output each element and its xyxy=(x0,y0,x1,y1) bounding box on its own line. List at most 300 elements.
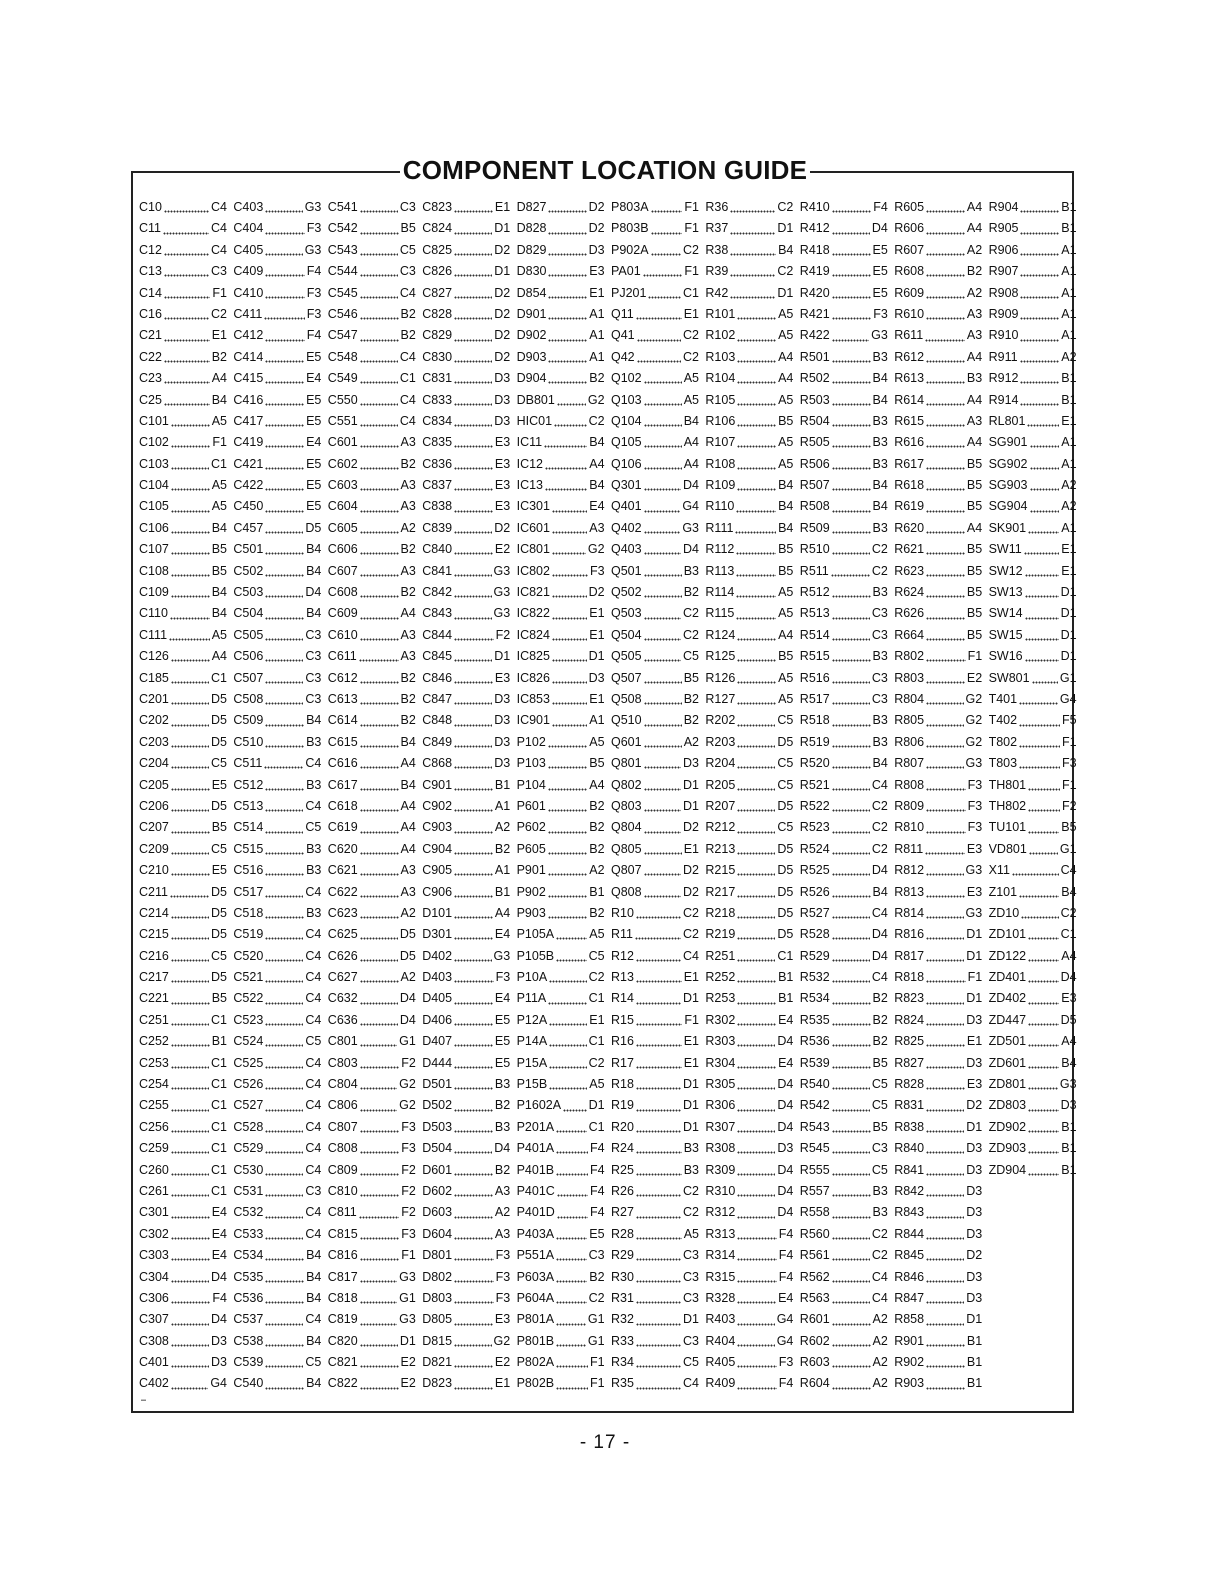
component-ref: C905 xyxy=(422,863,453,878)
component-ref: D405 xyxy=(422,991,453,1006)
dot-leader xyxy=(736,595,776,598)
grid-location: F4 xyxy=(590,1141,605,1156)
component-ref: C815 xyxy=(327,1226,358,1241)
grid-location: G3 xyxy=(304,200,322,214)
entry-SW12 xyxy=(989,561,1077,582)
component-ref: R524 xyxy=(799,841,830,856)
entry-R422 xyxy=(800,325,888,346)
dot-leader xyxy=(926,1002,964,1005)
component-ref: R532 xyxy=(799,970,830,985)
dot-leader xyxy=(737,1387,777,1390)
component-ref: ZD10 xyxy=(988,905,1020,920)
component-ref: C506 xyxy=(233,649,264,664)
component-ref: C261 xyxy=(139,1183,169,1198)
grid-location: B4 xyxy=(306,1333,322,1348)
component-ref: C215 xyxy=(139,927,169,942)
grid-location: C4 xyxy=(211,200,227,214)
dot-leader xyxy=(1021,916,1058,919)
entry-P803B xyxy=(611,218,699,239)
grid-location: B2 xyxy=(400,670,416,685)
entry-R526 xyxy=(800,882,888,903)
entry-IC825 xyxy=(517,646,605,667)
grid-location: C4 xyxy=(305,970,322,985)
column-3 xyxy=(328,197,416,1395)
component-ref: C816 xyxy=(327,1248,358,1263)
entry-R114 xyxy=(705,582,793,603)
entry-C636 xyxy=(328,1010,416,1031)
entry-R34 xyxy=(611,1352,699,1373)
grid-location: C4 xyxy=(305,1055,322,1070)
grid-location: B3 xyxy=(872,585,888,600)
entry-C14 xyxy=(139,283,227,304)
entry-RL801 xyxy=(989,411,1077,432)
entry-R561 xyxy=(800,1245,888,1266)
dot-leader xyxy=(644,381,682,384)
entry-C819 xyxy=(328,1309,416,1330)
dot-leader xyxy=(265,510,304,513)
component-ref: C10 xyxy=(139,200,162,214)
dot-leader xyxy=(736,510,776,513)
grid-location: A1 xyxy=(494,798,511,813)
entry-C827 xyxy=(422,283,510,304)
grid-location: B2 xyxy=(872,1034,888,1049)
component-ref: C201 xyxy=(139,691,169,706)
component-ref: R108 xyxy=(705,456,736,471)
dot-leader xyxy=(171,1002,210,1005)
grid-location: D1 xyxy=(966,991,983,1006)
dot-leader xyxy=(171,1066,209,1069)
dot-leader xyxy=(171,424,210,427)
entry-R14 xyxy=(611,988,699,1009)
entry-P401A xyxy=(517,1138,605,1159)
grid-location: G3 xyxy=(965,905,983,920)
component-ref: R904 xyxy=(988,200,1019,214)
component-ref: C532 xyxy=(233,1205,264,1220)
component-ref: R858 xyxy=(894,1312,925,1327)
grid-location: C2 xyxy=(683,927,699,942)
dot-leader xyxy=(832,360,871,363)
grid-location: D1 xyxy=(683,1077,699,1092)
dot-leader xyxy=(552,574,588,577)
entry-C203 xyxy=(139,732,227,753)
entry-R18 xyxy=(611,1074,699,1095)
component-ref: R901 xyxy=(894,1333,925,1348)
dot-leader xyxy=(832,1258,870,1261)
entry-C833 xyxy=(422,390,510,411)
component-ref: R103 xyxy=(705,349,736,364)
grid-location: C4 xyxy=(305,1077,322,1092)
entry-R509 xyxy=(800,518,888,539)
grid-location: B4 xyxy=(683,413,699,428)
grid-location: D4 xyxy=(777,1034,794,1049)
dot-leader xyxy=(360,638,399,641)
dot-leader xyxy=(1028,1087,1058,1090)
entry-D904 xyxy=(517,368,605,389)
entry-R522 xyxy=(800,796,888,817)
entry-R33 xyxy=(611,1331,699,1352)
entry-Q504 xyxy=(611,625,699,646)
component-ref: R809 xyxy=(894,798,925,813)
entry-R525 xyxy=(800,860,888,881)
grid-location: C4 xyxy=(305,798,322,813)
dot-leader xyxy=(926,1258,964,1261)
entry-R823 xyxy=(894,988,982,1009)
grid-location: A2 xyxy=(1061,499,1077,514)
entry-C611 xyxy=(328,646,416,667)
dot-leader xyxy=(644,702,682,705)
grid-location: G3 xyxy=(493,563,511,578)
grid-location: B2 xyxy=(589,905,605,920)
grid-location: C4 xyxy=(683,1376,699,1391)
component-ref: P10A xyxy=(516,970,548,985)
entry-C540 xyxy=(233,1373,321,1394)
grid-location: A2 xyxy=(400,520,416,535)
component-ref: C848 xyxy=(422,713,453,728)
component-ref: C419 xyxy=(233,435,264,450)
dot-leader xyxy=(454,488,493,491)
entry-P1602A xyxy=(517,1095,605,1116)
component-ref: C604 xyxy=(327,499,358,514)
entry-C848 xyxy=(422,710,510,731)
entry-C547 xyxy=(328,325,416,346)
dot-leader xyxy=(926,788,966,791)
entry-Q802 xyxy=(611,775,699,796)
grid-location: A2 xyxy=(683,734,699,749)
grid-location: D3 xyxy=(966,1290,983,1305)
entry-R534 xyxy=(800,988,888,1009)
grid-location: G3 xyxy=(965,863,983,878)
entry-C185 xyxy=(139,668,227,689)
component-ref: R528 xyxy=(799,927,830,942)
grid-location: B2 xyxy=(683,713,699,728)
component-ref: C542 xyxy=(327,221,358,236)
grid-location: F1 xyxy=(684,200,699,214)
dot-leader xyxy=(1028,959,1059,962)
component-ref: Q503 xyxy=(611,606,642,621)
dot-leader xyxy=(1028,1109,1058,1112)
component-ref: P803B xyxy=(611,221,649,236)
grid-location: C1 xyxy=(211,1055,227,1070)
dot-leader xyxy=(265,403,304,406)
grid-location: C5 xyxy=(305,1034,322,1049)
component-ref: Q11 xyxy=(611,306,634,321)
grid-location: D3 xyxy=(966,1012,983,1027)
entry-R664 xyxy=(894,625,982,646)
entry-R620 xyxy=(894,518,982,539)
grid-location: E5 xyxy=(872,242,888,257)
component-ref: Q41 xyxy=(611,328,635,343)
entry-D501 xyxy=(422,1074,510,1095)
component-ref: C821 xyxy=(327,1355,358,1370)
entry-R219 xyxy=(705,924,793,945)
dot-leader xyxy=(454,403,492,406)
entry-C209 xyxy=(139,839,227,860)
entry-C846 xyxy=(422,668,510,689)
entry-R905 xyxy=(989,218,1077,239)
entry-C603 xyxy=(328,475,416,496)
grid-location: A4 xyxy=(966,392,983,407)
entry-R607 xyxy=(894,240,982,261)
component-ref: R213 xyxy=(705,841,736,856)
entry-C834 xyxy=(422,411,510,432)
grid-location: B5 xyxy=(778,413,794,428)
entry-R217 xyxy=(705,882,793,903)
dot-leader xyxy=(171,552,210,555)
dot-leader xyxy=(1020,339,1059,342)
grid-location: B3 xyxy=(966,371,983,386)
dot-leader xyxy=(1032,681,1058,684)
dot-leader xyxy=(636,1130,681,1133)
component-ref: R313 xyxy=(705,1226,736,1241)
entry-R20 xyxy=(611,1117,699,1138)
entry-C808 xyxy=(328,1138,416,1159)
dot-leader xyxy=(737,1109,775,1112)
dot-leader xyxy=(454,595,491,598)
entry-C618 xyxy=(328,796,416,817)
grid-location: B4 xyxy=(872,499,888,514)
grid-location: D2 xyxy=(588,200,605,214)
entry-R215 xyxy=(705,860,793,881)
grid-location: B4 xyxy=(1061,884,1077,899)
dot-leader xyxy=(644,595,682,598)
dot-leader xyxy=(926,1087,965,1090)
grid-location: C4 xyxy=(305,1012,322,1027)
entry-IC826 xyxy=(517,668,605,689)
dot-leader xyxy=(926,809,966,812)
grid-location: A3 xyxy=(400,499,416,514)
dot-leader xyxy=(926,467,965,470)
component-ref: R623 xyxy=(894,563,925,578)
grid-location: E5 xyxy=(494,1012,511,1027)
grid-location: D1 xyxy=(683,777,699,792)
dot-leader xyxy=(832,1237,870,1240)
dot-leader xyxy=(454,766,492,769)
grid-location: D2 xyxy=(683,820,699,835)
component-ref: C534 xyxy=(233,1248,264,1263)
grid-location: B1 xyxy=(778,991,794,1006)
grid-location: B3 xyxy=(683,1141,699,1156)
entry-R902 xyxy=(894,1352,982,1373)
component-ref: C104 xyxy=(139,478,169,493)
grid-location: D4 xyxy=(305,585,322,600)
component-ref: IC853 xyxy=(516,691,550,706)
component-ref: IC821 xyxy=(516,585,550,600)
dot-leader xyxy=(454,360,492,363)
component-ref: D603 xyxy=(422,1205,453,1220)
column-7 xyxy=(705,197,793,1395)
column-5 xyxy=(517,197,605,1395)
dot-leader xyxy=(926,317,965,320)
dot-leader xyxy=(730,253,776,256)
entry-C403 xyxy=(233,197,321,218)
dot-leader xyxy=(651,210,683,213)
component-ref: R816 xyxy=(894,927,925,942)
grid-location: B4 xyxy=(211,520,227,535)
component-ref: D503 xyxy=(422,1119,453,1134)
grid-location: D3 xyxy=(966,1162,983,1177)
grid-location: D3 xyxy=(494,713,511,728)
component-ref: R502 xyxy=(799,371,830,386)
component-ref: C543 xyxy=(327,242,358,257)
entry-SW13 xyxy=(989,582,1077,603)
entry-D503 xyxy=(422,1117,510,1138)
entry-R212 xyxy=(705,817,793,838)
component-ref: C843 xyxy=(422,606,453,621)
component-ref: C522 xyxy=(233,991,264,1006)
dot-leader xyxy=(360,852,399,855)
component-ref: R418 xyxy=(799,242,830,257)
grid-location: F1 xyxy=(212,285,227,300)
entry-C201 xyxy=(139,689,227,710)
component-ref: T402 xyxy=(988,713,1018,728)
dot-leader xyxy=(548,873,588,876)
component-ref: D802 xyxy=(422,1269,453,1284)
grid-location: C1 xyxy=(211,1162,227,1177)
grid-location: C4 xyxy=(399,349,416,364)
component-ref: R525 xyxy=(799,863,830,878)
entry-T803 xyxy=(989,753,1077,774)
grid-location: D5 xyxy=(211,970,227,985)
dot-leader xyxy=(265,1301,304,1304)
component-ref: P104 xyxy=(516,777,546,792)
component-ref: SG901 xyxy=(988,435,1028,450)
component-ref: R328 xyxy=(705,1290,736,1305)
component-ref: C210 xyxy=(139,863,169,878)
component-ref: C620 xyxy=(327,841,358,856)
dot-leader xyxy=(557,403,586,406)
grid-location: C3 xyxy=(683,1269,699,1284)
entry-IC824 xyxy=(517,625,605,646)
dot-leader xyxy=(171,488,210,491)
dot-leader xyxy=(360,1194,400,1197)
entry-R812 xyxy=(894,860,982,881)
dot-leader xyxy=(454,531,492,534)
component-ref: C422 xyxy=(233,478,264,493)
component-ref: D815 xyxy=(422,1333,453,1348)
component-ref: Q102 xyxy=(611,371,642,386)
entry-C411 xyxy=(233,304,321,325)
grid-location: A4 xyxy=(966,200,983,214)
entry-R17 xyxy=(611,1053,699,1074)
entry-R515 xyxy=(800,646,888,667)
dot-leader xyxy=(832,724,871,727)
dot-leader xyxy=(1020,381,1059,384)
grid-location: C2 xyxy=(683,328,699,343)
component-ref: C801 xyxy=(327,1034,358,1049)
component-ref: Q505 xyxy=(611,649,642,664)
component-ref: C304 xyxy=(139,1269,169,1284)
dot-leader xyxy=(360,831,399,834)
grid-location: C4 xyxy=(1060,863,1077,878)
grid-location: C5 xyxy=(211,841,227,856)
entry-T401 xyxy=(989,689,1077,710)
entry-C621 xyxy=(328,860,416,881)
entry-R205 xyxy=(705,775,793,796)
component-ref: R905 xyxy=(988,221,1019,236)
component-ref: R563 xyxy=(799,1290,830,1305)
entry-C545 xyxy=(328,283,416,304)
dot-leader xyxy=(926,638,965,641)
dot-leader xyxy=(556,959,586,962)
entry-R563 xyxy=(800,1288,888,1309)
component-ref: P15B xyxy=(516,1077,548,1092)
grid-location: B1 xyxy=(1061,1162,1077,1177)
entry-C839 xyxy=(422,518,510,539)
grid-location: C4 xyxy=(871,970,888,985)
grid-location: E3 xyxy=(966,1077,983,1092)
component-ref: R911 xyxy=(988,349,1018,364)
dot-leader xyxy=(360,1301,397,1304)
component-ref: C808 xyxy=(327,1141,358,1156)
entry-C259 xyxy=(139,1138,227,1159)
component-ref: D301 xyxy=(422,927,453,942)
component-ref: R817 xyxy=(894,948,925,963)
entry-C405 xyxy=(233,240,321,261)
entry-R802 xyxy=(894,646,982,667)
entry-R111 xyxy=(705,518,793,539)
entry-R501 xyxy=(800,347,888,368)
entry-C502 xyxy=(233,561,321,582)
entry-C627 xyxy=(328,967,416,988)
entry-P603A xyxy=(517,1267,605,1288)
dot-leader xyxy=(737,1237,777,1240)
entry-R543 xyxy=(800,1117,888,1138)
component-ref: R818 xyxy=(894,970,925,985)
entry-C304 xyxy=(139,1267,227,1288)
dot-leader xyxy=(360,381,398,384)
entry-C10 xyxy=(139,197,227,218)
entry-C843 xyxy=(422,603,510,624)
grid-location: A4 xyxy=(966,435,983,450)
entry-Q803 xyxy=(611,796,699,817)
grid-location: A1 xyxy=(589,328,605,343)
entry-R613 xyxy=(894,368,982,389)
grid-location: B3 xyxy=(306,841,322,856)
grid-location: D5 xyxy=(211,734,227,749)
dot-leader xyxy=(832,916,870,919)
dot-leader xyxy=(832,809,870,812)
dot-leader xyxy=(644,873,681,876)
dot-leader xyxy=(360,360,398,363)
component-ref: R109 xyxy=(705,478,736,493)
entry-ZD902 xyxy=(989,1117,1077,1138)
dot-leader xyxy=(360,788,399,791)
grid-location: D4 xyxy=(777,1119,794,1134)
dot-leader xyxy=(737,980,776,983)
entry-R412 xyxy=(800,218,888,239)
entry-C23 xyxy=(139,368,227,389)
dot-leader xyxy=(360,552,399,555)
entry-P803A xyxy=(611,197,699,218)
entry-C538 xyxy=(233,1331,321,1352)
component-ref: Q401 xyxy=(611,499,642,514)
dot-leader xyxy=(454,1044,493,1047)
component-ref: C901 xyxy=(422,777,453,792)
entry-SW801 xyxy=(989,668,1077,689)
dot-leader xyxy=(548,895,588,898)
grid-location: C1 xyxy=(777,948,794,963)
dot-leader xyxy=(556,1323,586,1326)
dot-leader xyxy=(644,617,681,620)
grid-location: F1 xyxy=(967,970,983,985)
grid-location: C2 xyxy=(588,1055,605,1070)
grid-location: B3 xyxy=(872,520,888,535)
dot-leader xyxy=(360,980,399,983)
dot-leader xyxy=(926,937,964,940)
dot-leader xyxy=(454,1173,493,1176)
entry-R305 xyxy=(705,1074,793,1095)
entry-C516 xyxy=(233,860,321,881)
